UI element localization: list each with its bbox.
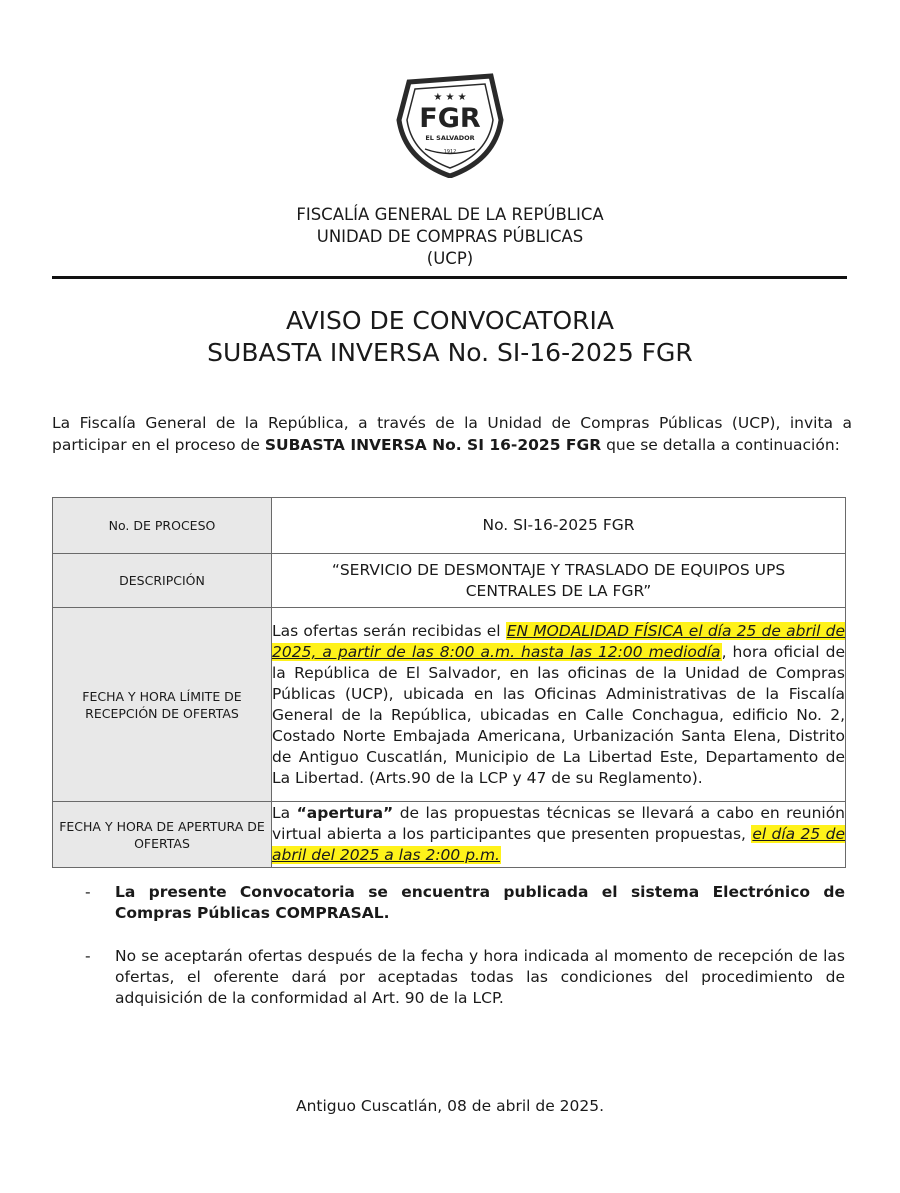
- opening-text-start: La: [272, 804, 297, 822]
- notes-list: [85, 882, 845, 1031]
- shield-emblem-icon: [395, 72, 505, 178]
- note-bullet: -: [85, 947, 91, 965]
- header-line-1: FISCALÍA GENERAL DE LA REPÚBLICA: [296, 205, 604, 224]
- header-line-3: (UCP): [426, 249, 474, 268]
- reception-text-end: , hora oficial de la República de El Salvador, en las oficinas de la Unidad de Compras Públicas (UCP), ubicada en las Oficinas Administrativas de la Fiscalía General de la República, ubicadas en Calle Conchagua, edificio No. 2, Costado Norte Embajada Americana, Urbanización Santa Elena, Distrito de Antiguo Cuscatlán, Municipio de La Libertad Este, Departamento de La Libertad. (Arts.90 de la LCP y 47 de su Reglamento).: [272, 642, 846, 787]
- label-opening: FECHA Y HORA DE APERTURA DE OFERTAS: [53, 802, 272, 868]
- intro-text-start: La Fiscalía General de la República, a través de la Unidad de Compras Públicas (UCP), invita a participar en el proceso de: [52, 414, 852, 454]
- value-description: “SERVICIO DE DESMONTAJE Y TRASLADO DE EQUIPOS UPS CENTRALES DE LA FGR”: [272, 554, 846, 608]
- title-line-2: SUBASTA INVERSA No. SI-16-2025 FGR: [207, 338, 693, 367]
- notice-title: [0, 305, 900, 369]
- list-item: [85, 882, 845, 924]
- logo-mark: FGR: [419, 103, 481, 134]
- logo-stars: ★ ★ ★: [433, 92, 467, 103]
- intro-process-name: SUBASTA INVERSA No. SI 16-2025 FGR: [264, 436, 602, 454]
- header-divider: [52, 276, 847, 279]
- opening-highlight: el día 25 de abril del 2025 a las 2:00 p.m.: [272, 825, 845, 864]
- logo-year: 1912: [443, 149, 457, 155]
- process-details-table: [52, 497, 846, 868]
- value-opening: [272, 802, 846, 868]
- value-reception-deadline: [272, 608, 846, 802]
- intro-text-end: que se detalla a continuación:: [601, 436, 840, 454]
- label-reception-deadline: FECHA Y HORA LÍMITE DE RECEPCIÓN DE OFERTAS: [53, 608, 272, 802]
- reception-highlight: EN MODALIDAD FÍSICA el día 25 de abril de 2025, a partir de las 8:00 a.m. hasta las 12:00 mediodía: [272, 621, 845, 661]
- fgr-logo: [395, 72, 505, 178]
- table-row-process-number: [53, 498, 846, 554]
- value-process-number: No. SI-16-2025 FGR: [272, 498, 846, 554]
- label-description: DESCRIPCIÓN: [53, 554, 272, 608]
- reception-text-start: Las ofertas serán recibidas el: [272, 621, 506, 640]
- table-row-reception-deadline: [53, 608, 846, 802]
- opening-bold-word: “apertura”: [296, 804, 394, 822]
- logo-country: EL SALVADOR: [425, 134, 475, 142]
- header-line-2: UNIDAD DE COMPRAS PÚBLICAS: [316, 227, 584, 246]
- title-line-1: AVISO DE CONVOCATORIA: [285, 306, 615, 335]
- note-bullet: -: [85, 883, 91, 901]
- table-row-opening: [53, 802, 846, 868]
- place-and-date: Antiguo Cuscatlán, 08 de abril de 2025.: [295, 1097, 605, 1115]
- table-row-description: [53, 554, 846, 608]
- list-item: [85, 946, 845, 1009]
- intro-paragraph: [52, 412, 852, 456]
- institution-header: [0, 204, 900, 270]
- label-process-number: No. DE PROCESO: [53, 498, 272, 554]
- note-text: No se aceptarán ofertas después de la fecha y hora indicada al momento de recepción de las ofertas, el oferente dará por aceptadas todas las condiciones del procedimiento de adquisición de la conformidad al Art. 90 de la LCP.: [115, 947, 845, 1007]
- note-text: La presente Convocatoria se encuentra publicada el sistema Electrónico de Compras Públicas COMPRASAL.: [115, 883, 845, 922]
- opening-text-middle: de las propuestas técnicas se llevará a cabo en reunión virtual abierta a los participantes que presenten propuestas,: [272, 804, 846, 843]
